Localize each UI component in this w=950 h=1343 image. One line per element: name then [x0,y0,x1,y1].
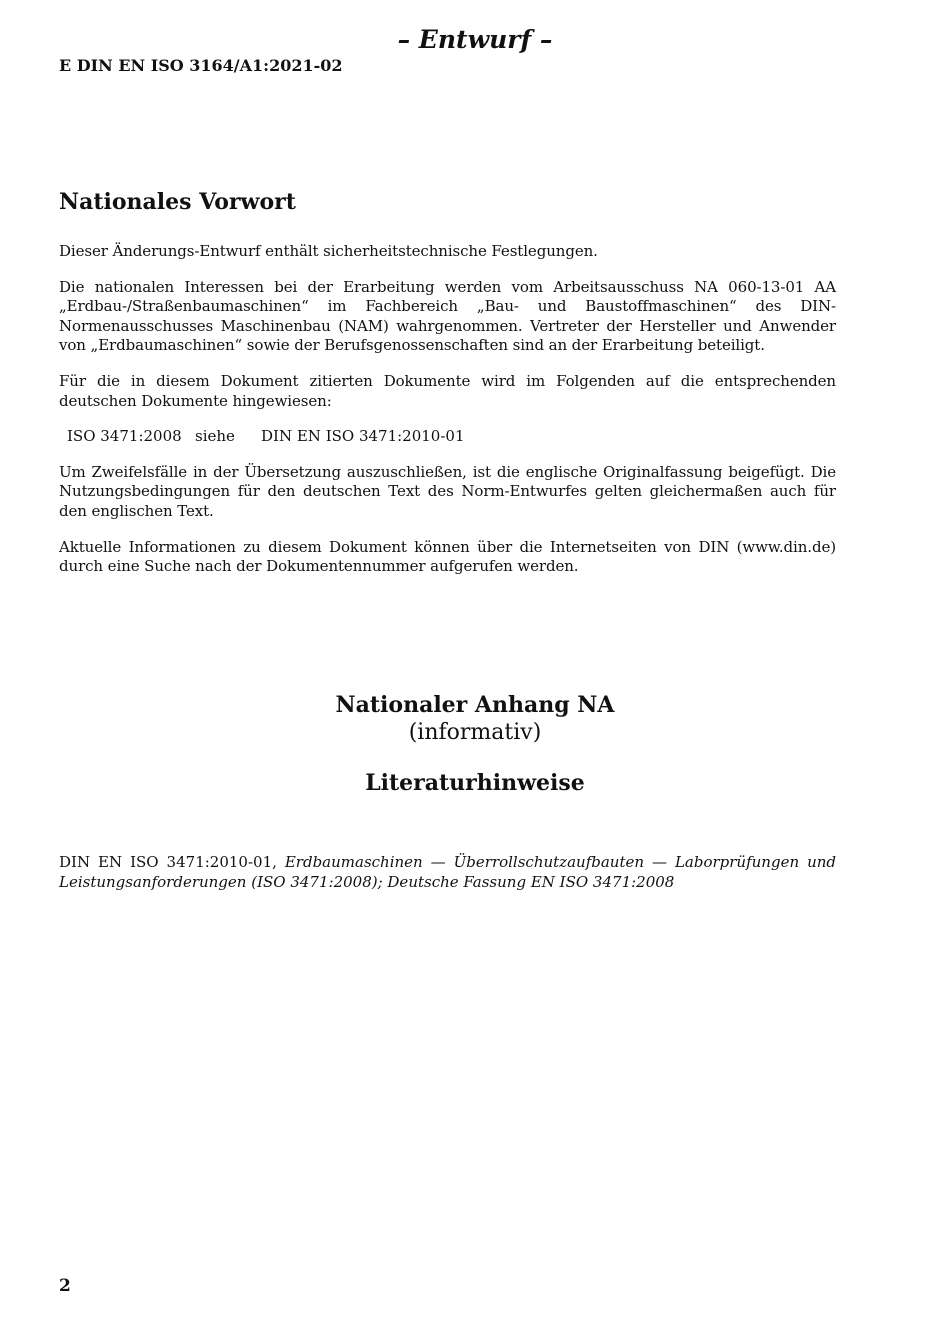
foreword-paragraph: Für die in diesem Dokument zitierten Dokumente wird im Folgenden auf die entsprechenden deutschen Dokumente hingewiesen: [59,371,836,410]
national-foreword [59,186,836,593]
foreword-paragraph: Dieser Änderungs-Entwurf enthält sicherheitstechnische Festlegungen. [59,242,598,260]
foreword-heading: Nationales Vorwort [59,189,296,215]
reference-din: DIN EN ISO 3471:2010-01 [261,427,465,446]
reference-iso: ISO 3471:2008 [67,427,182,446]
page-number: 2 [59,1276,71,1296]
bibliography-entry [59,853,836,892]
literature-heading: Literaturhinweise [365,770,585,796]
annex-subtitle: (informativ) [408,720,542,745]
foreword-paragraph: Aktuelle Informationen zu diesem Dokument können über die Internetseiten von DIN (www.din.de) durch eine Suche nach der Dokumentennummer aufgerufen werden. [59,537,836,576]
document-identifier: E DIN EN ISO 3164/A1:2021-02 [59,56,343,75]
national-annex [0,690,950,798]
document-reference [59,427,836,447]
reference-see: siehe [195,427,235,446]
draft-mark: – Entwurf – [397,25,553,54]
bibliography-ref-id: DIN EN ISO 3471:2010-01, [59,853,285,871]
foreword-paragraph: Um Zweifelsfälle in der Übersetzung auszuschließen, ist die englische Originalfassung beigefügt. Die Nutzungsbedingungen für den deutschen Text des Norm-Entwurfes gelten gleichermaßen auch für den englischen Text. [59,462,836,520]
bibliography-ref-title: Erdbaumaschinen — Überrollschutzaufbauten — Laborprüfungen und Leistungsanforderungen (ISO 3471:2008); Deutsche Fassung EN ISO 3471:2008 [59,853,836,891]
foreword-paragraph: Die nationalen Interessen bei der Erarbeitung werden vom Arbeitsausschuss NA 060-13-01 AA „Erdbau-/Straßenbaumaschinen“ im Fachbereich „Bau- und Baustoffmaschinen“ des DIN-Normenausschusses Maschinenbau (NAM) wahrgenommen. Vertreter der Hersteller und Anwender von „Erdbaumaschinen“ sowie der Berufsgenossenschaften sind an der Erarbeitung beteiligt. [59,277,836,355]
annex-title: Nationaler Anhang NA [335,692,615,718]
